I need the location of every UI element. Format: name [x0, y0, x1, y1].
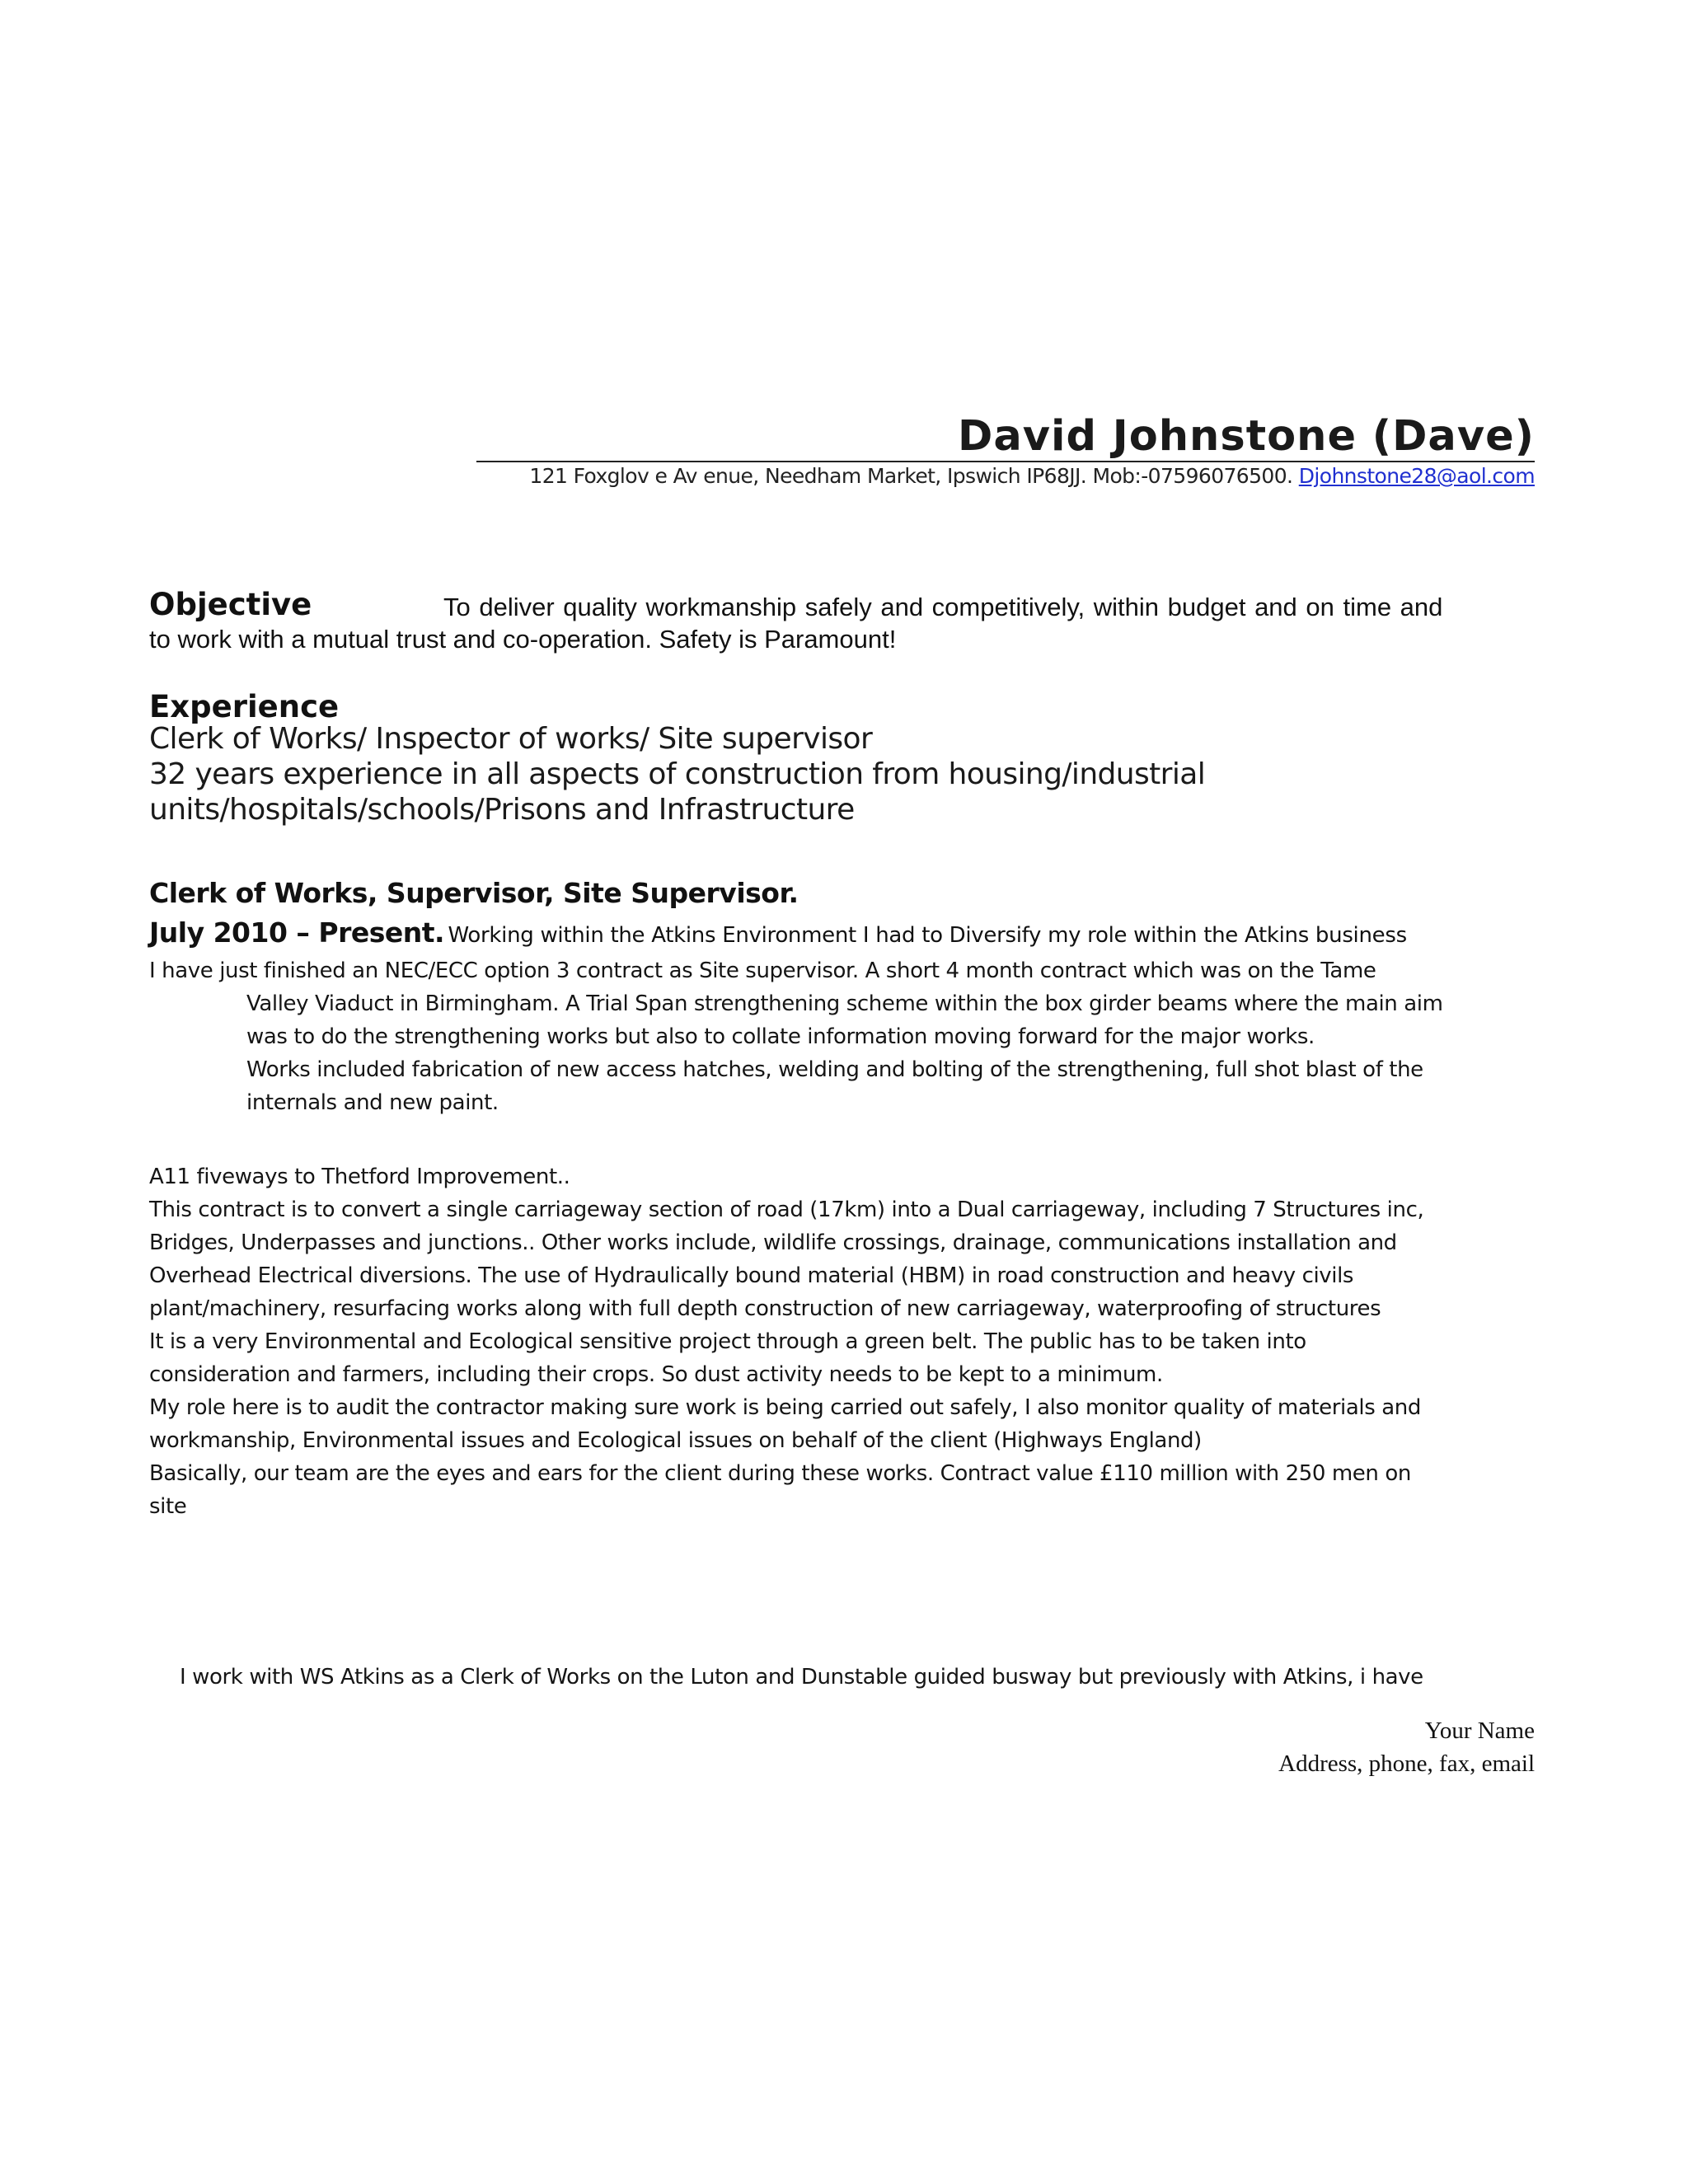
- experience-line-3: units/hospitals/schools/Prisons and Infrastructure: [149, 793, 855, 827]
- para2-line: workmanship, Environmental issues and Ecological issues on behalf of the client (Highways England): [149, 1428, 1202, 1453]
- experience-line-1: Clerk of Works/ Inspector of works/ Site supervisor: [149, 722, 873, 756]
- para1-line: Works included fabrication of new access hatches, welding and bolting of the strengthening, full shot blast of the: [246, 1057, 1423, 1082]
- para2-line: site: [149, 1494, 187, 1519]
- contact-line: [529, 464, 1535, 488]
- para2-line: Basically, our team are the eyes and ears for the client during these works. Contract value £110 million with 250 men on: [149, 1461, 1411, 1486]
- role-date: July 2010 – Present.: [149, 916, 445, 949]
- header-divider: [476, 461, 1535, 462]
- para2-line: It is a very Environmental and Ecological sensitive project through a green belt. The public has to be taken into: [149, 1329, 1306, 1354]
- footer-your-name: Your Name: [1424, 1718, 1535, 1744]
- role-heading: Clerk of Works, Supervisor, Site Supervisor.: [149, 877, 799, 909]
- objective-text-line-2: to work with a mutual trust and co-operation. Safety is Paramount!: [149, 625, 897, 654]
- para2-line: plant/machinery, resurfacing works along with full depth construction of new carriageway, waterproofing of structures: [149, 1296, 1381, 1321]
- para2-line: Overhead Electrical diversions. The use of Hydraulically bound material (HBM) in road construction and heavy civils: [149, 1263, 1354, 1288]
- footer-contact-placeholder: Address, phone, fax, email: [1278, 1750, 1535, 1777]
- role-date-line: [149, 916, 1407, 949]
- para2-line: Bridges, Underpasses and junctions.. Other works include, wildlife crossings, drainage, communications installation and: [149, 1230, 1397, 1255]
- para1-line: was to do the strengthening works but also to collate information moving forward for the major works.: [246, 1024, 1315, 1049]
- experience-line-2: 32 years experience in all aspects of construction from housing/industrial: [149, 757, 1206, 791]
- para2-line: This contract is to convert a single carriageway section of road (17km) into a Dual carriageway, including 7 Structures inc,: [149, 1197, 1424, 1222]
- role-date-text: Working within the Atkins Environment I had to Diversify my role within the Atkins business: [448, 923, 1407, 948]
- para1-line: I have just finished an NEC/ECC option 3 contract as Site supervisor. A short 4 month contract which was on the Tame: [149, 958, 1376, 983]
- para1-line: internals and new paint.: [246, 1090, 499, 1115]
- para2-line: A11 fiveways to Thetford Improvement..: [149, 1165, 570, 1189]
- resume-name: David Johnstone (Dave): [958, 412, 1535, 461]
- objective-text-line-1: To deliver quality workmanship safely and competitively, within budget and on time and: [443, 593, 1443, 621]
- email-link[interactable]: Djohnstone28@aol.com: [1298, 464, 1535, 488]
- para2-line: consideration and farmers, including their crops. So dust activity needs to be kept to a minimum.: [149, 1362, 1163, 1387]
- objective-heading: Objective: [149, 587, 312, 622]
- experience-heading: Experience: [149, 689, 340, 724]
- para1-line: Valley Viaduct in Birmingham. A Trial Span strengthening scheme within the box girder beams where the main aim: [246, 991, 1443, 1016]
- address-text: 121 Foxglov e Av enue, Needham Market, Ipswich IP68JJ. Mob:-07596076500.: [529, 464, 1293, 488]
- para2-line: My role here is to audit the contractor making sure work is being carried out safely, I also monitor quality of materials and: [149, 1395, 1421, 1420]
- para3-line: I work with WS Atkins as a Clerk of Works on the Luton and Dunstable guided busway but previously with Atkins, i have: [180, 1665, 1423, 1690]
